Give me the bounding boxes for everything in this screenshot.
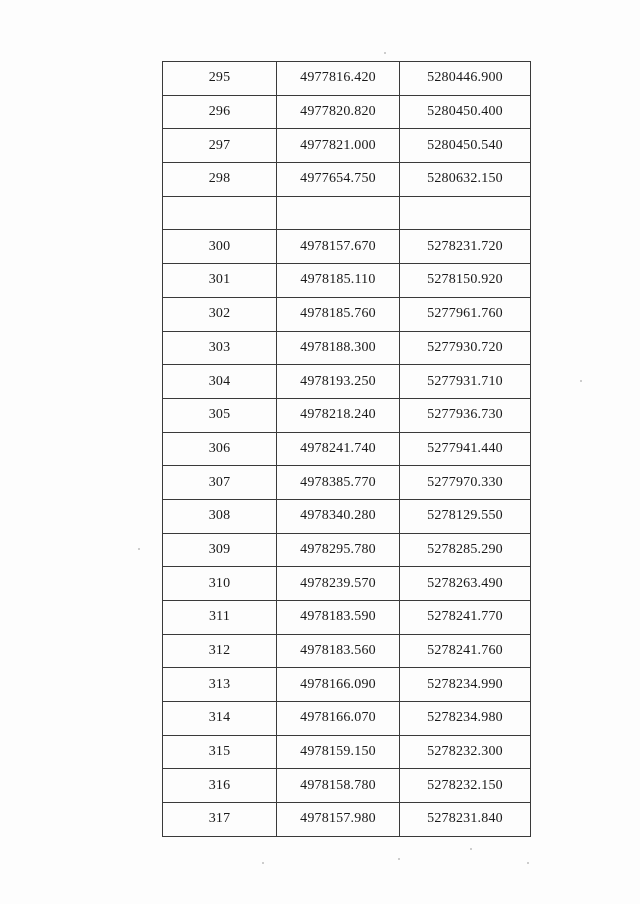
y-coordinate-cell: 5278231.840 xyxy=(400,803,531,837)
point-number-cell: 297 xyxy=(163,129,277,163)
table-row xyxy=(163,230,531,264)
y-coordinate-cell: 5280632.150 xyxy=(400,163,531,197)
point-number-cell: 306 xyxy=(163,432,277,466)
table-row xyxy=(163,769,531,803)
point-number-cell: 314 xyxy=(163,702,277,736)
x-coordinate-cell: 4977820.820 xyxy=(277,95,400,129)
x-coordinate-cell: 4978185.760 xyxy=(277,297,400,331)
y-coordinate-cell xyxy=(400,196,531,230)
y-coordinate-cell: 5278241.760 xyxy=(400,634,531,668)
y-coordinate-cell: 5278234.990 xyxy=(400,668,531,702)
table-row xyxy=(163,735,531,769)
point-number-cell: 303 xyxy=(163,331,277,365)
table-row xyxy=(163,803,531,837)
scan-speck xyxy=(527,862,529,864)
table-row xyxy=(163,601,531,635)
scan-speck xyxy=(398,858,400,860)
scan-speck xyxy=(580,380,582,382)
y-coordinate-cell: 5278232.150 xyxy=(400,769,531,803)
table-row xyxy=(163,62,531,96)
x-coordinate-cell: 4978158.780 xyxy=(277,769,400,803)
point-number-cell: 308 xyxy=(163,499,277,533)
y-coordinate-cell: 5280450.400 xyxy=(400,95,531,129)
y-coordinate-cell: 5280446.900 xyxy=(400,62,531,96)
point-number-cell: 312 xyxy=(163,634,277,668)
point-number-cell: 298 xyxy=(163,163,277,197)
table-row xyxy=(163,398,531,432)
y-coordinate-cell: 5278231.720 xyxy=(400,230,531,264)
x-coordinate-cell: 4978241.740 xyxy=(277,432,400,466)
y-coordinate-cell: 5277961.760 xyxy=(400,297,531,331)
point-number-cell: 310 xyxy=(163,567,277,601)
x-coordinate-cell: 4977654.750 xyxy=(277,163,400,197)
table-row xyxy=(163,668,531,702)
point-number-cell: 302 xyxy=(163,297,277,331)
table-row xyxy=(163,634,531,668)
coordinate-table xyxy=(162,61,531,837)
scan-speck xyxy=(138,548,140,550)
point-number-cell: 317 xyxy=(163,803,277,837)
table-row xyxy=(163,499,531,533)
point-number-cell: 316 xyxy=(163,769,277,803)
point-number-cell: 313 xyxy=(163,668,277,702)
y-coordinate-cell: 5278150.920 xyxy=(400,264,531,298)
y-coordinate-cell: 5278234.980 xyxy=(400,702,531,736)
scan-speck xyxy=(384,52,386,54)
x-coordinate-cell: 4978166.070 xyxy=(277,702,400,736)
table-row xyxy=(163,702,531,736)
y-coordinate-cell: 5278232.300 xyxy=(400,735,531,769)
point-number-cell xyxy=(163,196,277,230)
table-row xyxy=(163,163,531,197)
y-coordinate-cell: 5280450.540 xyxy=(400,129,531,163)
y-coordinate-cell: 5278241.770 xyxy=(400,601,531,635)
table-row xyxy=(163,365,531,399)
x-coordinate-cell: 4978185.110 xyxy=(277,264,400,298)
point-number-cell: 296 xyxy=(163,95,277,129)
x-coordinate-cell: 4978193.250 xyxy=(277,365,400,399)
x-coordinate-cell: 4978183.590 xyxy=(277,601,400,635)
point-number-cell: 305 xyxy=(163,398,277,432)
x-coordinate-cell: 4978157.980 xyxy=(277,803,400,837)
x-coordinate-cell: 4977816.420 xyxy=(277,62,400,96)
y-coordinate-cell: 5277941.440 xyxy=(400,432,531,466)
x-coordinate-cell: 4977821.000 xyxy=(277,129,400,163)
point-number-cell: 300 xyxy=(163,230,277,264)
point-number-cell: 311 xyxy=(163,601,277,635)
y-coordinate-cell: 5277970.330 xyxy=(400,466,531,500)
table-row xyxy=(163,264,531,298)
table-row xyxy=(163,297,531,331)
table-row xyxy=(163,533,531,567)
table-row xyxy=(163,466,531,500)
x-coordinate-cell: 4978183.560 xyxy=(277,634,400,668)
x-coordinate-cell: 4978159.150 xyxy=(277,735,400,769)
y-coordinate-cell: 5278129.550 xyxy=(400,499,531,533)
y-coordinate-cell: 5278263.490 xyxy=(400,567,531,601)
table-row xyxy=(163,331,531,365)
point-number-cell: 309 xyxy=(163,533,277,567)
y-coordinate-cell: 5277931.710 xyxy=(400,365,531,399)
x-coordinate-cell: 4978295.780 xyxy=(277,533,400,567)
x-coordinate-cell: 4978218.240 xyxy=(277,398,400,432)
point-number-cell: 307 xyxy=(163,466,277,500)
coordinate-table-body xyxy=(163,62,531,837)
y-coordinate-cell: 5278285.290 xyxy=(400,533,531,567)
table-row xyxy=(163,196,531,230)
x-coordinate-cell: 4978188.300 xyxy=(277,331,400,365)
point-number-cell: 295 xyxy=(163,62,277,96)
table-row xyxy=(163,432,531,466)
point-number-cell: 301 xyxy=(163,264,277,298)
scan-speck xyxy=(262,862,264,864)
x-coordinate-cell: 4978340.280 xyxy=(277,499,400,533)
x-coordinate-cell: 4978166.090 xyxy=(277,668,400,702)
table-row xyxy=(163,95,531,129)
x-coordinate-cell: 4978385.770 xyxy=(277,466,400,500)
x-coordinate-cell xyxy=(277,196,400,230)
point-number-cell: 315 xyxy=(163,735,277,769)
y-coordinate-cell: 5277930.720 xyxy=(400,331,531,365)
table-row xyxy=(163,129,531,163)
y-coordinate-cell: 5277936.730 xyxy=(400,398,531,432)
x-coordinate-cell: 4978157.670 xyxy=(277,230,400,264)
x-coordinate-cell: 4978239.570 xyxy=(277,567,400,601)
table-row xyxy=(163,567,531,601)
scan-speck xyxy=(470,848,472,850)
point-number-cell: 304 xyxy=(163,365,277,399)
